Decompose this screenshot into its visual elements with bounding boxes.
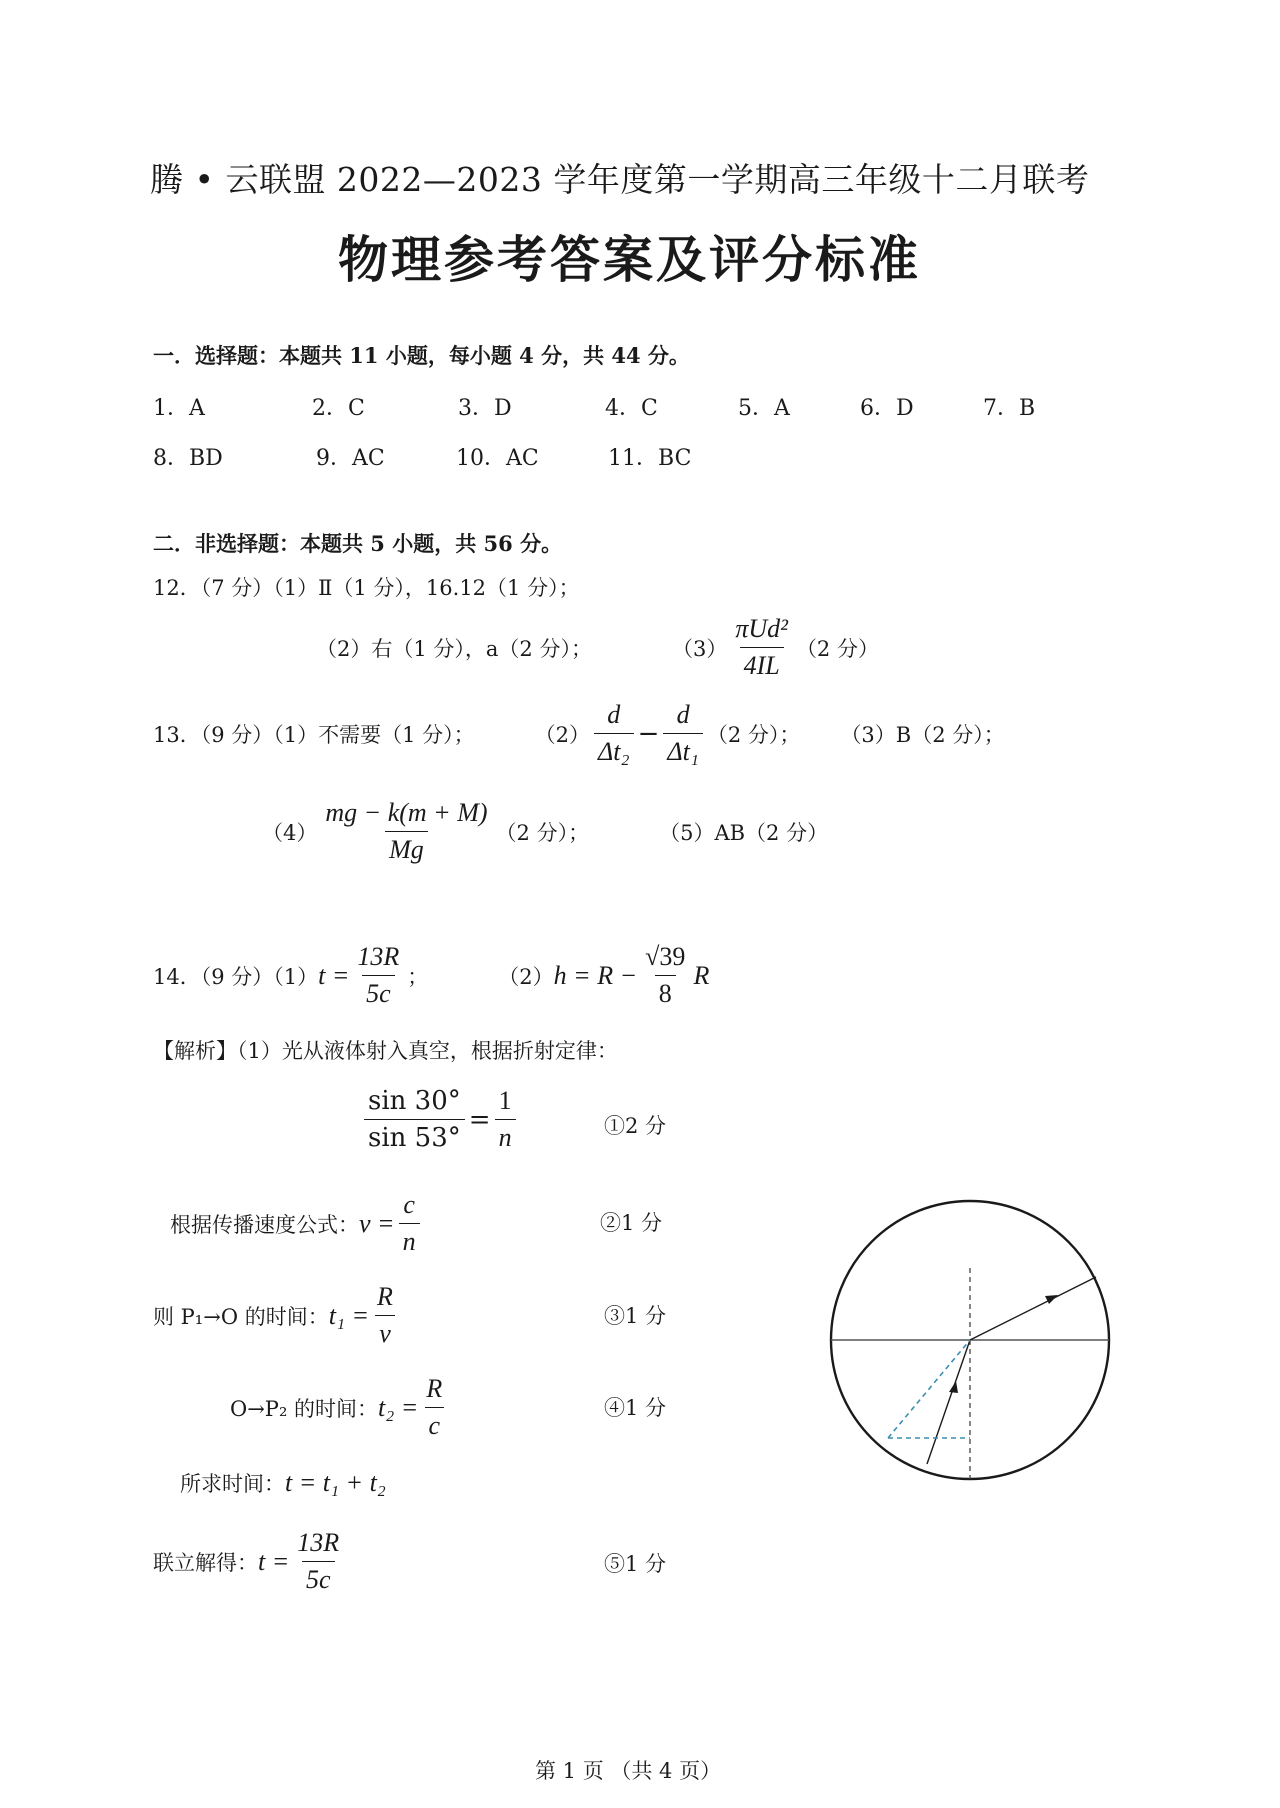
q13-part4-label: （4） xyxy=(262,820,318,845)
q13-part3: （3）B（2 分）； xyxy=(840,722,1005,747)
q14-eq6-den: 5c xyxy=(302,1561,335,1595)
q14-eq4-lhs: t₂ = xyxy=(378,1392,419,1422)
q14-eq2-num: c xyxy=(403,1190,415,1219)
q14-ans2-den: 8 xyxy=(655,975,676,1009)
q14-part2-label: （2） xyxy=(498,964,554,989)
answer-7: 7．B xyxy=(983,396,1036,421)
q14-eq1-rfrac xyxy=(495,1086,516,1153)
q13-label: 13．（9 分）（1）不需要（1 分）； xyxy=(153,722,475,747)
q14-eq1-rnum: 1 xyxy=(498,1086,512,1115)
q13-part4-score: （2 分）； xyxy=(495,820,590,845)
answer-9: 9．AC xyxy=(316,446,385,471)
page-title: 物理参考答案及评分标准 xyxy=(338,231,921,289)
q14-ans1-frac xyxy=(353,942,403,1009)
incident-ray xyxy=(927,1340,970,1464)
q14-eq4-text: O→P₂ 的时间： xyxy=(230,1396,379,1421)
q13-frac-a xyxy=(594,700,634,767)
q14-eq6-text: 联立解得： xyxy=(153,1550,258,1575)
section2-heading: 二．非选择题：本题共 5 小题，共 56 分。 xyxy=(153,531,563,556)
q13-frac-4-num: mg − k(m + M) xyxy=(325,798,488,827)
q13-part5: （5）AB（2 分） xyxy=(659,820,829,845)
refracted-ray xyxy=(970,1277,1096,1340)
q14-eq5-text: 所求时间： xyxy=(180,1472,285,1496)
q14-eq3-score: ③1 分 xyxy=(604,1304,667,1328)
q14-label: 14．（9 分）（1） xyxy=(153,964,319,989)
q12-line1: 12．（7 分）（1）Ⅱ（1 分），16.12（1 分）； xyxy=(153,576,580,600)
q14-eq4-num: R xyxy=(426,1374,443,1403)
answer-10: 10．AC xyxy=(456,446,539,471)
q14-eq3-den: v xyxy=(375,1315,395,1349)
q13-frac-a-den: Δt₂ xyxy=(594,733,634,767)
q14-eq1-eq: = xyxy=(468,1104,491,1135)
q14-eq2-text: 根据传播速度公式： xyxy=(170,1212,359,1237)
q14-eq3-lhs: t₁ = xyxy=(328,1300,370,1330)
answer-5: 5．A xyxy=(738,396,790,421)
q14-ans2-num: √39 xyxy=(645,942,686,971)
q13-frac-4 xyxy=(321,798,491,865)
q14-analysis: 【解析】（1）光从液体射入真空，根据折射定律： xyxy=(153,1039,618,1063)
q13-frac-b-den: Δt₁ xyxy=(663,733,703,767)
q12-part3-score: （2 分） xyxy=(795,636,879,661)
page-footer: 第 1 页 （共 4 页） xyxy=(535,1759,722,1783)
q14-ans1-num: 13R xyxy=(357,942,400,971)
q13-part2-label: （2） xyxy=(534,722,591,747)
answer-3: 3．D xyxy=(458,396,512,421)
q14-eq3-frac xyxy=(373,1282,397,1349)
q14-ans2-rhs: R xyxy=(693,960,710,990)
q14-eq4-score: ④1 分 xyxy=(604,1396,667,1420)
refracted-ray-arrow-icon xyxy=(1045,1295,1058,1304)
q12-line2 xyxy=(316,614,879,681)
section1-heading: 一．选择题：本题共 11 小题，每小题 4 分，共 44 分。 xyxy=(153,343,690,368)
q13-frac-b xyxy=(663,700,703,767)
q14-eq2-lhs: v = xyxy=(359,1208,395,1238)
q14-eq3 xyxy=(153,1282,401,1349)
q14-eq2-den: n xyxy=(399,1223,420,1257)
q14-eq5-expr: t = t₁ + t₂ xyxy=(285,1468,386,1497)
q14-eq5 xyxy=(180,1468,386,1498)
answer-1: 1．A xyxy=(153,396,205,421)
q14-eq1-den: sin 53° xyxy=(364,1119,465,1153)
q13-line1: 13．（9 分）（1）不需要（1 分）； （2） $\frac{d}{\text{Δt₂}}$ − $\frac{d}{\text{Δt₁}}$ （2 分）； （3）B（2 分）； xyxy=(153,700,1005,766)
q14-eq4-den: c xyxy=(425,1407,445,1441)
q12-part3-label: （3） xyxy=(671,636,728,661)
q13-part2-score: （2 分）； xyxy=(706,722,801,747)
incident-ray-arrow-icon xyxy=(949,1381,958,1393)
q14-eq3-text: 则 P₁→O 的时间： xyxy=(153,1304,329,1329)
q13-frac-4-den: Mg xyxy=(385,831,428,865)
q12-frac-den: 4IL xyxy=(740,647,784,681)
q14-eq1 xyxy=(360,1086,520,1153)
q14-eq6-frac xyxy=(293,1528,343,1595)
exam-header: 腾 • 云联盟 2022—2023 学年度第一学期高三年级十二月联考 xyxy=(150,160,1090,199)
q14-ans2-frac xyxy=(641,942,689,1009)
q14-eq6-score: ⑤1 分 xyxy=(604,1552,667,1576)
q14-ans1-lhs: t = xyxy=(318,960,350,990)
q13-frac-a-num: d xyxy=(607,700,621,729)
q14-eq1-num: sin 30° xyxy=(368,1086,461,1116)
q14-eq2-frac xyxy=(399,1190,420,1257)
q14-eq1-frac xyxy=(364,1086,465,1153)
q14-eq3-num: R xyxy=(377,1282,393,1311)
q14-ans1-den: 5c xyxy=(362,975,395,1009)
answer-8: 8．BD xyxy=(153,446,223,471)
dashed-helper-line-blue xyxy=(888,1340,970,1438)
q12-fraction xyxy=(731,614,792,681)
q14-ans2-lhs: h = R − xyxy=(553,960,638,990)
q14-eq1-score: ①2 分 xyxy=(604,1114,667,1138)
q13-line2 xyxy=(262,798,828,865)
answer-6: 6．D xyxy=(860,396,914,421)
q14-eq1-rden: n xyxy=(495,1119,516,1153)
q13-frac-b-num: d xyxy=(676,700,690,729)
q14-eq4-frac xyxy=(422,1374,446,1441)
q14-eq2 xyxy=(170,1190,424,1257)
answer-2: 2．C xyxy=(312,396,365,421)
q14-eq6-lhs: t = xyxy=(258,1546,290,1576)
answer-11: 11．BC xyxy=(608,446,692,471)
q12-part2: （2）右（1 分），a（2 分）； xyxy=(316,636,592,661)
q14-sep: ； xyxy=(407,964,429,989)
answer-4: 4．C xyxy=(605,396,658,421)
q12-frac-num: πUd² xyxy=(735,614,788,643)
q14-eq4 xyxy=(230,1374,450,1441)
q14-eq2-score: ②1 分 xyxy=(600,1211,663,1235)
q14-eq6-num: 13R xyxy=(297,1528,340,1557)
q14-line1 xyxy=(153,942,709,1009)
refraction-diagram xyxy=(820,1190,1120,1490)
q14-eq6 xyxy=(153,1528,347,1595)
